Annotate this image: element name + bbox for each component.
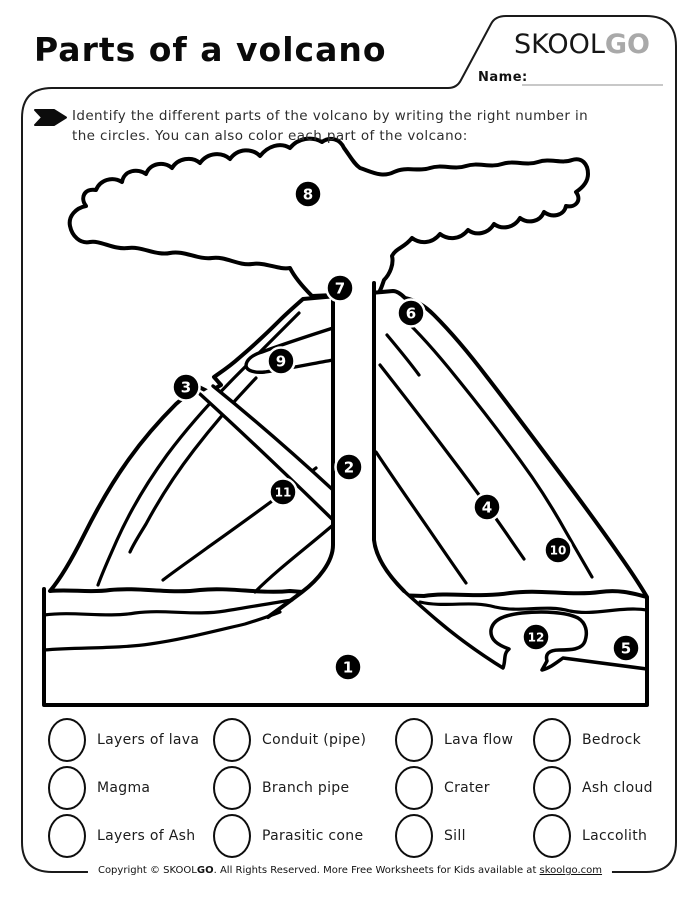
word-label: Parasitic cone — [262, 828, 364, 844]
answer-circle[interactable] — [533, 814, 571, 858]
page-title: Parts of a volcano — [34, 30, 387, 69]
word-bank-item — [533, 718, 641, 762]
word-bank-item — [213, 766, 349, 810]
word-bank-item — [213, 718, 366, 762]
instruction-text — [72, 106, 658, 146]
word-label: Branch pipe — [262, 780, 350, 796]
word-bank-item — [395, 718, 513, 762]
word-bank-item — [533, 766, 653, 810]
badge-number: 9 — [275, 352, 287, 371]
answer-circle[interactable] — [395, 814, 433, 858]
badge-number: 3 — [180, 378, 192, 397]
diagram-number-badge — [268, 348, 295, 375]
underground-layer-line — [44, 600, 292, 615]
word-bank-item — [533, 814, 647, 858]
footer-bold: GO — [196, 865, 214, 876]
badge-number: 11 — [274, 485, 292, 500]
instruction-line1: Identify the different parts of the volcano by writing the right number in — [72, 108, 589, 124]
word-bank-item — [48, 718, 199, 762]
answer-circle[interactable] — [48, 814, 86, 858]
word-label: Crater — [444, 780, 490, 796]
word-bank-item — [395, 814, 466, 858]
answer-circle[interactable] — [48, 718, 86, 762]
answer-circle[interactable] — [48, 766, 86, 810]
badge-number: 12 — [527, 630, 545, 645]
word-label: Sill — [444, 828, 466, 844]
badge-number: 5 — [620, 639, 632, 658]
word-label: Magma — [97, 780, 151, 796]
diagram-number-badge — [173, 374, 200, 401]
word-label: Layers of Ash — [97, 828, 196, 844]
footer-prefix: Copyright © SKOOL — [97, 865, 197, 876]
footer-suffix: . All Rights Reserved. More Free Worksheets for Kids available at — [213, 865, 540, 876]
diagram-number-badge — [613, 635, 640, 662]
badge-number: 8 — [302, 185, 314, 204]
diagram-number-badge — [335, 654, 362, 681]
footer-link[interactable]: skoolgo.com — [539, 865, 603, 876]
word-label: Bedrock — [582, 732, 642, 748]
logo-text-gray: GO — [604, 29, 651, 60]
answer-circle[interactable] — [395, 718, 433, 762]
word-label: Lava flow — [444, 732, 514, 748]
word-bank-item — [48, 766, 150, 810]
diagram-number-badge — [545, 537, 572, 564]
diagram-number-badge — [270, 479, 297, 506]
answer-circle[interactable] — [213, 766, 251, 810]
underground-layer-line — [44, 612, 280, 650]
instruction-line2: the circles. You can also color each part of the volcano: — [72, 128, 468, 144]
word-bank-item — [395, 766, 490, 810]
answer-circle[interactable] — [395, 766, 433, 810]
diagram-number-badge — [398, 300, 425, 327]
badge-number: 4 — [481, 498, 493, 517]
badge-number: 7 — [334, 279, 346, 298]
arrow-bullet-icon — [35, 110, 66, 125]
answer-circle[interactable] — [533, 766, 571, 810]
diagram-number-badge — [295, 181, 322, 208]
word-bank-item — [213, 814, 363, 858]
word-bank-item — [48, 814, 195, 858]
badge-number: 1 — [342, 658, 354, 677]
word-label: Layers of lava — [97, 732, 200, 748]
diagram-number-badge — [523, 624, 550, 651]
diagram-number-badge — [336, 454, 363, 481]
word-label: Laccolith — [582, 828, 648, 844]
badge-number: 2 — [343, 458, 355, 477]
word-label: Ash cloud — [582, 780, 653, 796]
logo-text-black: SKOOL — [513, 29, 605, 60]
footer-copyright — [88, 864, 612, 878]
diagram-number-badge — [474, 494, 501, 521]
answer-circle[interactable] — [213, 814, 251, 858]
name-label: Name: — [478, 70, 528, 85]
word-label: Conduit (pipe) — [262, 732, 367, 748]
answer-circle[interactable] — [213, 718, 251, 762]
diagram-number-badge — [327, 275, 354, 302]
answer-circle[interactable] — [533, 718, 571, 762]
badge-number: 10 — [549, 543, 567, 558]
ash-cloud-shape — [70, 139, 588, 296]
badge-number: 6 — [405, 304, 417, 323]
brand-logo — [498, 29, 666, 60]
